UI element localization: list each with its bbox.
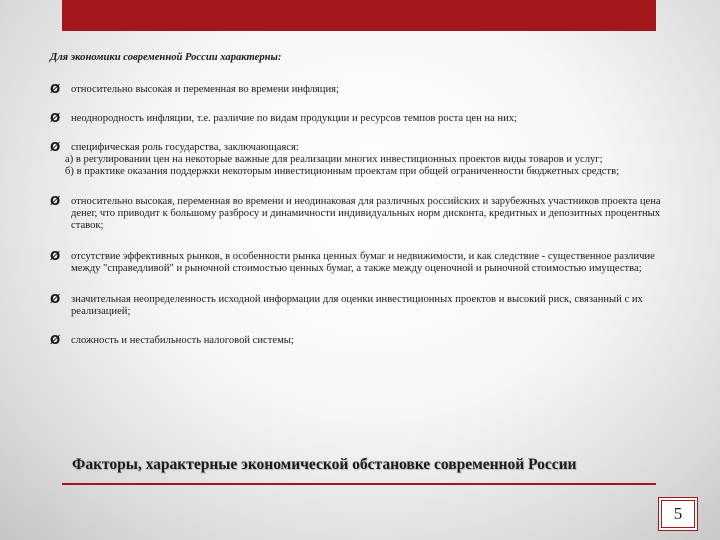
list-item — [50, 142, 665, 178]
page-number: 5 — [658, 497, 698, 531]
arrow-check-icon: Ø — [50, 140, 61, 154]
list-item-text: отсутствие эффективных рынков, в особенности рынка ценных бумаг и недвижимости, и как следствие - существенное различие между "справедливой" и рыночной стоимостью ценных бумаг, а также между оценочной и рыночной стоимостью имущества; — [71, 251, 655, 274]
list-item-text: относительно высокая и переменная во времени инфляция; — [71, 84, 339, 95]
list-item-text: относительно высокая, переменная во времени и неодинаковая для различных российских и зарубежных участников проекта цена денег, что приводит к большому разбросу и динамичности индивидуальных норм дисконта, кредитных и депозитных процентных ставок; — [71, 196, 661, 231]
list-item-text: значительная неопределенность исходной информации для оценки инвестиционных проектов и высокий риск, связанный с их реализацией; — [71, 294, 643, 317]
list-item — [50, 113, 665, 125]
slide-title: Факторы, характерные экономической обстановке современной России — [72, 456, 577, 473]
list-item — [50, 335, 665, 347]
arrow-check-icon: Ø — [50, 82, 61, 96]
slide-content — [50, 52, 665, 364]
slide-heading: Для экономики современной России характерны: — [50, 52, 282, 63]
list-item — [50, 294, 665, 318]
footer-divider — [62, 483, 656, 485]
arrow-check-icon: Ø — [50, 249, 61, 263]
list-item — [50, 196, 665, 232]
list-item-text: сложность и нестабильность налоговой системы; — [71, 335, 294, 346]
list-item — [50, 84, 665, 96]
arrow-check-icon: Ø — [50, 292, 61, 306]
list-subitem-a: а) в регулировании цен на некоторые важные для реализации многих инвестиционных проектов виды товаров и услуг; — [65, 154, 603, 165]
list-item-text: неоднородность инфляции, т.е. различие по видам продукции и ресурсов темпов роста цен на них; — [71, 113, 517, 124]
list-item — [50, 251, 665, 275]
arrow-check-icon: Ø — [50, 111, 61, 125]
top-accent-bar — [62, 0, 656, 31]
arrow-check-icon: Ø — [50, 194, 61, 208]
list-subitem-b: б) в практике оказания поддержки некоторым инвестиционным проектам при общей ограниченности бюджетных средств; — [65, 166, 620, 177]
arrow-check-icon: Ø — [50, 333, 61, 347]
list-item-text: специфическая роль государства, заключающаяся: — [71, 142, 299, 153]
